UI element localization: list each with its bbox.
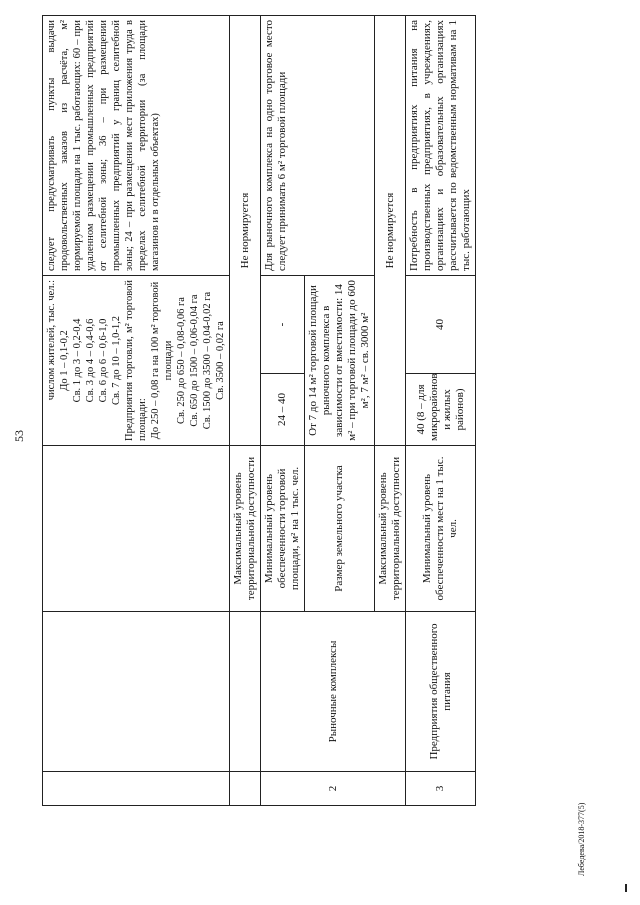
cell-indicator: Минимальный уровень обеспеченности мест на 1 тыс. чел. [406,446,476,612]
norm-line: Св. 3500 – 0,02 га [215,321,226,400]
cell-number [230,772,261,806]
table-row-top [43,15,230,805]
scan-mark [625,884,627,892]
table-row [230,15,261,805]
cell-extra: - [261,275,305,373]
cell-indicator: Размер земельного участка [305,446,375,612]
cell-note: Для рыночного комплекса на одно торговое место следует принимать 6 м² торговой площади [261,15,375,275]
document-footer: Лебедева/2018-377(5) [577,802,586,876]
norm-line: Св. 1500 до 3500 – 0,04-0,02 га [202,291,213,430]
cell-number: 3 [406,772,476,806]
norm-line: Св. 650 до 1500 – 0,06-0,04 га [189,294,200,427]
norm-line: Св. 1 до 3 – 0,2-0,4 [72,318,83,403]
table-row [261,15,305,805]
norm-line: До 1 – 0,1-0,2 [59,330,70,391]
cell-number: 2 [261,772,406,806]
cell-norm-top [43,275,230,445]
norm-line: Св. 250 до 650 – 0,08-0,06 га [176,297,187,424]
cell-value: 24 – 40 [261,374,305,446]
norm-line: Предприятия торговли, м² торговой площади: [124,279,148,441]
cell-indicator: Максимальный уровень территориальной доступности [375,446,406,612]
norm-line: числом жителей, тыс. чел.: [46,279,57,401]
cell-indicator: Минимальный уровень обеспеченности торговой площади, м² на 1 тыс. чел. [261,446,305,612]
cell-section-name: Предприятия общественного питания [406,612,476,772]
norm-line: Св. 6 до 6 – 0,6-1,0 [98,318,109,403]
cell-value-span: Не нормируется [375,15,406,445]
norms-table [42,15,476,806]
cell-indicator-top [43,446,230,612]
cell-name [230,612,261,772]
cell-number-top [43,772,230,806]
rotated-table-canvas [42,16,587,806]
cell-indicator: Максимальный уровень территориальной доступности [230,446,261,612]
cell-note: Потребность в предприятиях питания на производственных предприятиях, в учреждениях, организациях и образовательных организациях рассчитывается по ведомственным нормативам на 1 тыс. работающих [406,15,476,275]
norm-line: До 250 – 0,08 га на 100 м² торговой площади [150,281,174,440]
cell-name-top [43,612,230,772]
norm-line: Св. 3 до 4 – 0,4-0,6 [85,318,96,403]
cell-section-name: Рыночные комплексы [261,612,406,772]
table-row [406,15,476,805]
cell-value: 40 (8 – для микрорайонов и жилых районов) [406,374,476,446]
norm-line: Св. 7 до 10 – 1,0-1,2 [111,315,122,406]
cell-value-span: Не нормируется [230,15,261,445]
cell-extra: 40 [406,275,476,373]
cell-note-top: следует предусматривать пункты выдачи продовольственных заказов из расчёта, м² нормируемой площади на 1 тыс. работающих: 60 – при удаленном размещении промышленных предприятий от селитебной зоны; 36 – при размещении промышленных предприятий у границ селитебной зоны; 24 – при размещении мест приложения труда в пределах селитебной территории (за площади магазинов и в отдельных объектах) [43,15,230,275]
cell-value-span: От 7 до 14 м² торговой площади рыночного комплекса в зависимости от вместимости: 14 м² – при торговой площади до 600 м², 7 м² – св. 3000 м² [305,275,375,445]
page-number: 53 [12,430,26,442]
